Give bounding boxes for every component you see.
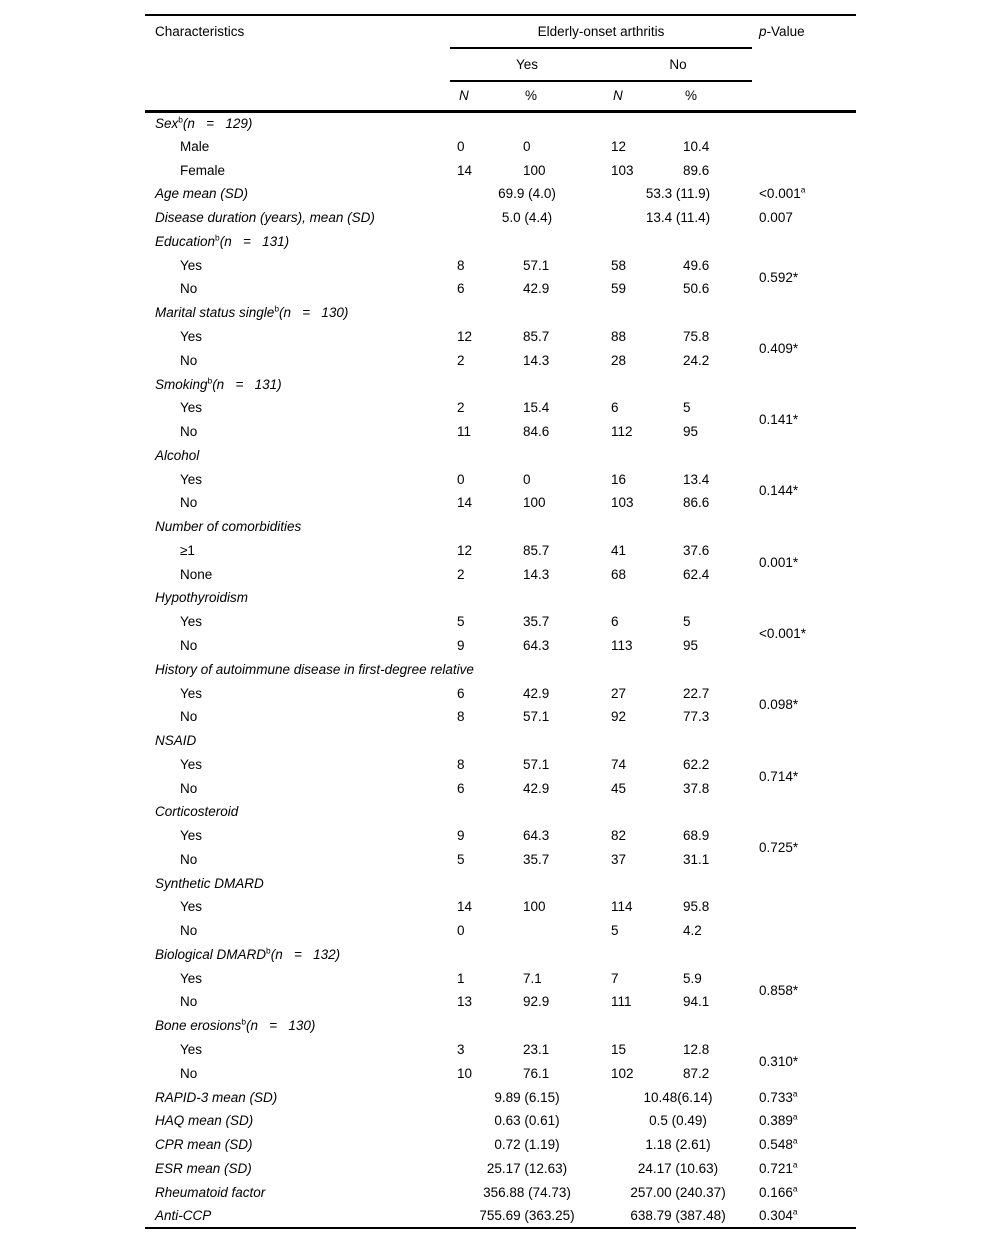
cell-n-yes: 2 xyxy=(457,566,465,582)
cell-pct-no: 5 xyxy=(683,400,691,416)
mean-label: HAQ mean (SD) xyxy=(155,1113,254,1129)
mean-row xyxy=(145,1157,856,1181)
cell-n-no: 16 xyxy=(611,471,627,487)
mean-yes-cell: 755.69 (363.25) xyxy=(479,1207,575,1223)
cell-n-no: 114 xyxy=(611,899,633,915)
cell-n-yes: 0 xyxy=(457,138,465,154)
cell-pct-yes: 42.9 xyxy=(523,685,550,701)
p-value-cell: 0.733$^a$ xyxy=(759,1088,798,1105)
empty-header-cell xyxy=(752,81,856,111)
cell-n-yes: 9 xyxy=(457,828,465,844)
p-value-cell: 0.721$^a$ xyxy=(759,1159,798,1176)
empty-header-cell xyxy=(145,48,450,81)
cat-row xyxy=(145,420,856,444)
cell-n-no: 5 xyxy=(611,923,619,939)
mean-yes-cell: 5.0 (4.4) xyxy=(501,210,553,226)
p-value-cell: 0.548$^a$ xyxy=(759,1135,798,1153)
yes-group-header: Yes xyxy=(450,48,604,81)
category-label: No xyxy=(180,994,198,1010)
cell-n-yes: 14 xyxy=(457,162,473,178)
cat-row xyxy=(145,563,856,587)
cell-n-no: 7 xyxy=(611,970,619,986)
mean-label: Age mean (SD) xyxy=(155,186,249,202)
mean-yes-cell: 25.17 (12.63) xyxy=(486,1160,568,1176)
cell-pct-no: 95 xyxy=(683,637,699,653)
cell-pct-no: 10.4 xyxy=(683,138,710,154)
category-label: Female xyxy=(180,162,226,178)
p-value-empty-cell xyxy=(752,159,856,183)
cell-n-no: 103 xyxy=(611,495,634,511)
cell-pct-no: 75.8 xyxy=(683,329,710,345)
category-label: No xyxy=(180,851,198,867)
cell-n-yes: 5 xyxy=(457,851,465,867)
cell-pct-no: 50.6 xyxy=(683,281,710,297)
cell-n-yes: 9 xyxy=(457,637,465,653)
p-value-cell: 0.592* xyxy=(759,269,799,285)
cell-pct-no: 22.7 xyxy=(683,685,710,701)
p-value-cell: 0.144* xyxy=(759,483,799,499)
group-header-label: Elderly-onset arthritis xyxy=(537,23,665,39)
cat-row xyxy=(145,848,856,872)
cell-pct-no: 62.4 xyxy=(683,566,710,582)
p-value-empty-cell xyxy=(752,919,856,943)
cell-n-yes: 10 xyxy=(457,1065,473,1081)
section-row xyxy=(145,301,856,325)
p-value-cell: 0.166$^a$ xyxy=(759,1183,798,1200)
p-value-cell: <0.001$^a$ xyxy=(759,184,806,202)
cell-n-yes: 6 xyxy=(457,780,465,796)
cell-n-no: 37 xyxy=(611,851,627,867)
cell-n-yes: 8 xyxy=(457,756,465,772)
cell-n-yes: 2 xyxy=(457,400,465,416)
header-row-2 xyxy=(145,48,856,81)
cell-pct-no: 62.2 xyxy=(683,756,710,772)
mean-yes-cell: 9.89 (6.15) xyxy=(494,1089,560,1105)
section-label: Smoking$^b$(n = 131) xyxy=(155,375,282,392)
mean-no-cell: 638.79 (387.48) xyxy=(630,1207,726,1223)
p-value-cell: 0.141* xyxy=(759,412,799,428)
category-label: Yes xyxy=(180,471,203,487)
p-value-cell: 0.389$^a$ xyxy=(759,1111,798,1129)
mean-no-cell: 257.00 (240.37) xyxy=(630,1184,726,1200)
category-label: No xyxy=(180,424,198,440)
section-label: Biological DMARD$^b$(n = 132) xyxy=(155,945,341,962)
cell-n-no: 58 xyxy=(611,257,627,273)
cell-pct-yes: 0 xyxy=(523,471,531,487)
cat-row xyxy=(145,467,856,491)
mean-row xyxy=(145,182,856,206)
cell-n-no: 92 xyxy=(611,709,627,725)
category-label: Yes xyxy=(180,329,203,345)
cell-n-no: 28 xyxy=(611,352,627,368)
header-row-1 xyxy=(145,15,856,48)
cat-row xyxy=(145,967,856,991)
cell-pct-yes: 92.9 xyxy=(523,994,550,1010)
section-row xyxy=(145,1014,856,1038)
cell-pct-no: 24.2 xyxy=(683,352,710,368)
cat-row xyxy=(145,990,856,1014)
cat-row xyxy=(145,705,856,729)
section-row xyxy=(145,372,856,396)
mean-yes-cell: 0.72 (1.19) xyxy=(494,1137,560,1153)
mean-row xyxy=(145,1085,856,1109)
p-value-cell: 0.858* xyxy=(759,982,799,998)
cat-row xyxy=(145,349,856,373)
p-value-cell: 0.098* xyxy=(759,697,799,713)
mean-no-cell: 24.17 (10.63) xyxy=(637,1160,719,1176)
cell-n-no: 68 xyxy=(611,566,627,582)
mean-label: Disease duration (years), mean (SD) xyxy=(155,210,375,226)
cat-row xyxy=(145,1062,856,1086)
cell-pct-yes: 35.7 xyxy=(523,851,550,867)
cell-n-no: 112 xyxy=(611,424,633,440)
cell-pct-no: 95 xyxy=(683,424,699,440)
cell-pct-no: 37.8 xyxy=(683,780,710,796)
mean-no-cell: 13.4 (11.4) xyxy=(645,210,711,226)
cat-row xyxy=(145,254,856,278)
cell-pct-no: 5.9 xyxy=(683,970,702,986)
category-label: Yes xyxy=(180,970,203,986)
p-value-empty-cell xyxy=(752,895,856,919)
cell-pct-yes: 100 xyxy=(523,162,546,178)
cell-n-no: 102 xyxy=(611,1065,634,1081)
cell-n-yes: 13 xyxy=(457,994,473,1010)
cell-n-yes: 3 xyxy=(457,1041,465,1057)
pct-no-column-header: % xyxy=(676,81,752,111)
p-value-header-rest: -Value xyxy=(766,24,805,40)
cell-pct-yes: 35.7 xyxy=(523,614,550,630)
section-row xyxy=(145,111,856,135)
cat-row xyxy=(145,610,856,634)
cell-pct-yes: 14.3 xyxy=(523,352,550,368)
mean-row xyxy=(145,206,856,230)
cell-pct-no: 94.1 xyxy=(683,994,710,1010)
category-label: Yes xyxy=(180,257,203,273)
cell-n-yes: 6 xyxy=(457,281,465,297)
cell-pct-no: 31.1 xyxy=(683,851,710,867)
cell-n-no: 12 xyxy=(611,138,627,154)
cell-n-yes: 14 xyxy=(457,899,473,915)
cell-pct-yes: 57.1 xyxy=(523,257,550,273)
cell-pct-no: 68.9 xyxy=(683,828,710,844)
cell-n-no: 111 xyxy=(611,994,632,1010)
p-value-cell: <0.001* xyxy=(759,626,806,642)
mean-no-cell: 0.5 (0.49) xyxy=(649,1113,707,1129)
section-label: History of autoimmune disease in first-degree relative xyxy=(155,661,474,677)
cell-pct-yes: 57.1 xyxy=(523,709,550,725)
cell-n-no: 45 xyxy=(611,780,627,796)
category-label: Yes xyxy=(180,899,203,915)
cell-pct-yes: 85.7 xyxy=(523,542,550,558)
table-body xyxy=(145,111,856,1228)
mean-label: CPR mean (SD) xyxy=(155,1137,253,1153)
cell-pct-yes: 7.1 xyxy=(523,970,542,986)
group-header xyxy=(450,15,752,48)
p-value-cell: 0.001* xyxy=(759,554,799,570)
cell-pct-no: 87.2 xyxy=(683,1065,710,1081)
p-value-header-italic: p xyxy=(759,24,767,40)
p-value-cell: 0.725* xyxy=(759,839,799,855)
mean-no-cell: 10.48(6.14) xyxy=(643,1089,713,1105)
mean-row xyxy=(145,1109,856,1133)
mean-label: RAPID-3 mean (SD) xyxy=(155,1089,278,1105)
mean-yes-cell: 0.63 (0.61) xyxy=(494,1113,560,1129)
cell-n-no: 103 xyxy=(611,162,634,178)
cell-n-no: 113 xyxy=(611,637,633,653)
section-row xyxy=(145,515,856,539)
empty-header-cell xyxy=(752,48,856,81)
cat-row xyxy=(145,539,856,563)
mean-label: ESR mean (SD) xyxy=(155,1160,252,1176)
mean-yes-cell: 69.9 (4.0) xyxy=(498,186,556,202)
cell-n-yes: 0 xyxy=(457,923,465,939)
cat-row xyxy=(145,919,856,943)
category-label: No xyxy=(180,281,198,297)
cell-n-no: 41 xyxy=(611,542,627,558)
category-label: No xyxy=(180,352,198,368)
section-label: NSAID xyxy=(155,733,197,749)
cell-n-yes: 12 xyxy=(457,329,473,345)
cell-pct-no: 86.6 xyxy=(683,495,710,511)
section-row xyxy=(145,800,856,824)
category-label: Yes xyxy=(180,614,203,630)
section-label: Synthetic DMARD xyxy=(155,875,264,891)
section-row xyxy=(145,729,856,753)
header-row-3 xyxy=(145,81,856,111)
section-row xyxy=(145,872,856,896)
cell-n-no: 6 xyxy=(611,400,619,416)
category-label: Male xyxy=(180,138,210,154)
section-label: Number of comorbidities xyxy=(155,519,302,535)
cat-row xyxy=(145,325,856,349)
section-label: Education$^b$(n = 131) xyxy=(155,232,290,249)
cell-pct-no: 5 xyxy=(683,614,691,630)
cell-pct-yes: 57.1 xyxy=(523,756,550,772)
cat-row xyxy=(145,634,856,658)
cell-pct-yes: 64.3 xyxy=(523,828,550,844)
cell-n-no: 27 xyxy=(611,685,627,701)
n-no-column-header: N xyxy=(604,81,676,111)
cell-n-yes: 12 xyxy=(457,542,473,558)
cell-pct-no: 77.3 xyxy=(683,709,710,725)
cat-row xyxy=(145,1038,856,1062)
category-label: None xyxy=(180,566,213,582)
section-label: Hypothyroidism xyxy=(155,590,249,606)
p-value-header xyxy=(752,15,856,48)
mean-no-cell: 53.3 (11.9) xyxy=(645,186,711,202)
mean-label: Anti-CCP xyxy=(155,1207,212,1223)
section-label: Sex$^b$(n = 129) xyxy=(155,114,253,131)
cell-n-yes: 1 xyxy=(457,970,465,986)
mean-label: Rheumatoid factor xyxy=(155,1184,266,1200)
cat-row xyxy=(145,681,856,705)
section-row xyxy=(145,444,856,468)
cat-row xyxy=(145,824,856,848)
cell-n-no: 59 xyxy=(611,281,627,297)
cell-pct-no: 13.4 xyxy=(683,471,710,487)
cell-n-yes: 8 xyxy=(457,257,465,273)
section-row xyxy=(145,230,856,254)
characteristics-table xyxy=(145,14,856,1229)
cell-n-yes: 11 xyxy=(457,424,472,440)
category-label: ≥1 xyxy=(180,542,195,558)
cat-row xyxy=(145,895,856,919)
cell-pct-no: 12.8 xyxy=(683,1041,710,1057)
cell-pct-yes: 64.3 xyxy=(523,637,550,653)
p-value-empty-cell xyxy=(752,135,856,159)
section-row xyxy=(145,658,856,682)
cell-pct-no: 49.6 xyxy=(683,257,710,273)
cell-pct-yes: 14.3 xyxy=(523,566,550,582)
section-row xyxy=(145,943,856,967)
cat-row xyxy=(145,753,856,777)
p-value-cell: 0.007 xyxy=(759,210,793,226)
category-label: Yes xyxy=(180,1041,203,1057)
section-label: Alcohol xyxy=(155,447,200,463)
cell-pct-no: 4.2 xyxy=(683,923,702,939)
cell-n-no: 82 xyxy=(611,828,627,844)
category-label: No xyxy=(180,495,198,511)
p-value-cell: 0.304$^a$ xyxy=(759,1206,798,1223)
category-label: No xyxy=(180,1065,198,1081)
table-header xyxy=(145,15,856,111)
mean-row xyxy=(145,1180,856,1204)
cell-pct-yes: 84.6 xyxy=(523,424,550,440)
cell-n-no: 15 xyxy=(611,1041,627,1057)
section-label: Marital status single$^b$(n = 130) xyxy=(155,303,349,321)
cell-n-yes: 6 xyxy=(457,685,465,701)
cell-pct-yes: 15.4 xyxy=(523,400,550,416)
category-label: Yes xyxy=(180,828,203,844)
cell-n-yes: 8 xyxy=(457,709,465,725)
p-value-cell: 0.409* xyxy=(759,340,799,356)
pct-yes-column-header: % xyxy=(516,81,604,111)
cat-row xyxy=(145,396,856,420)
mean-row xyxy=(145,1133,856,1157)
cat-row xyxy=(145,135,856,159)
category-label: No xyxy=(180,637,198,653)
cat-row xyxy=(145,776,856,800)
cell-pct-yes: 23.1 xyxy=(523,1041,550,1057)
category-label: Yes xyxy=(180,756,203,772)
mean-row xyxy=(145,1204,856,1228)
section-label: Corticosteroid xyxy=(155,804,239,820)
section-row xyxy=(145,586,856,610)
mean-no-cell: 1.18 (2.61) xyxy=(645,1137,711,1153)
category-label: No xyxy=(180,709,198,725)
cell-n-no: 88 xyxy=(611,329,627,345)
cell-pct-no: 89.6 xyxy=(683,162,710,178)
cell-pct-no: 37.6 xyxy=(683,542,710,558)
cat-row xyxy=(145,159,856,183)
mean-yes-cell: 356.88 (74.73) xyxy=(483,1184,571,1200)
cell-n-yes: 14 xyxy=(457,495,473,511)
cell-pct-yes xyxy=(516,919,604,943)
category-label: Yes xyxy=(180,400,203,416)
cell-pct-no: 95.8 xyxy=(683,899,710,915)
n-yes-column-header: N xyxy=(450,81,516,111)
cat-row xyxy=(145,277,856,301)
cell-n-no: 6 xyxy=(611,614,619,630)
section-label: Bone erosions$^b$(n = 130) xyxy=(155,1016,316,1034)
cat-row xyxy=(145,491,856,515)
p-value-cell: 0.310* xyxy=(759,1053,799,1069)
category-label: Yes xyxy=(180,685,203,701)
cell-n-yes: 5 xyxy=(457,614,465,630)
cell-n-yes: 2 xyxy=(457,352,465,368)
cell-pct-yes: 76.1 xyxy=(523,1065,550,1081)
cell-pct-yes: 85.7 xyxy=(523,329,550,345)
cell-n-yes: 0 xyxy=(457,471,465,487)
category-label: No xyxy=(180,780,198,796)
cell-pct-yes: 100 xyxy=(523,495,546,511)
empty-header-cell xyxy=(145,81,450,111)
p-value-cell: 0.714* xyxy=(759,768,799,784)
cell-pct-yes: 42.9 xyxy=(523,281,550,297)
cell-n-no: 74 xyxy=(611,756,627,772)
cell-pct-yes: 0 xyxy=(523,138,531,154)
cell-pct-yes: 100 xyxy=(523,899,546,915)
characteristics-header: Characteristics xyxy=(155,24,245,40)
category-label: No xyxy=(180,923,198,939)
cell-pct-yes: 42.9 xyxy=(523,780,550,796)
no-group-header: No xyxy=(604,48,752,81)
